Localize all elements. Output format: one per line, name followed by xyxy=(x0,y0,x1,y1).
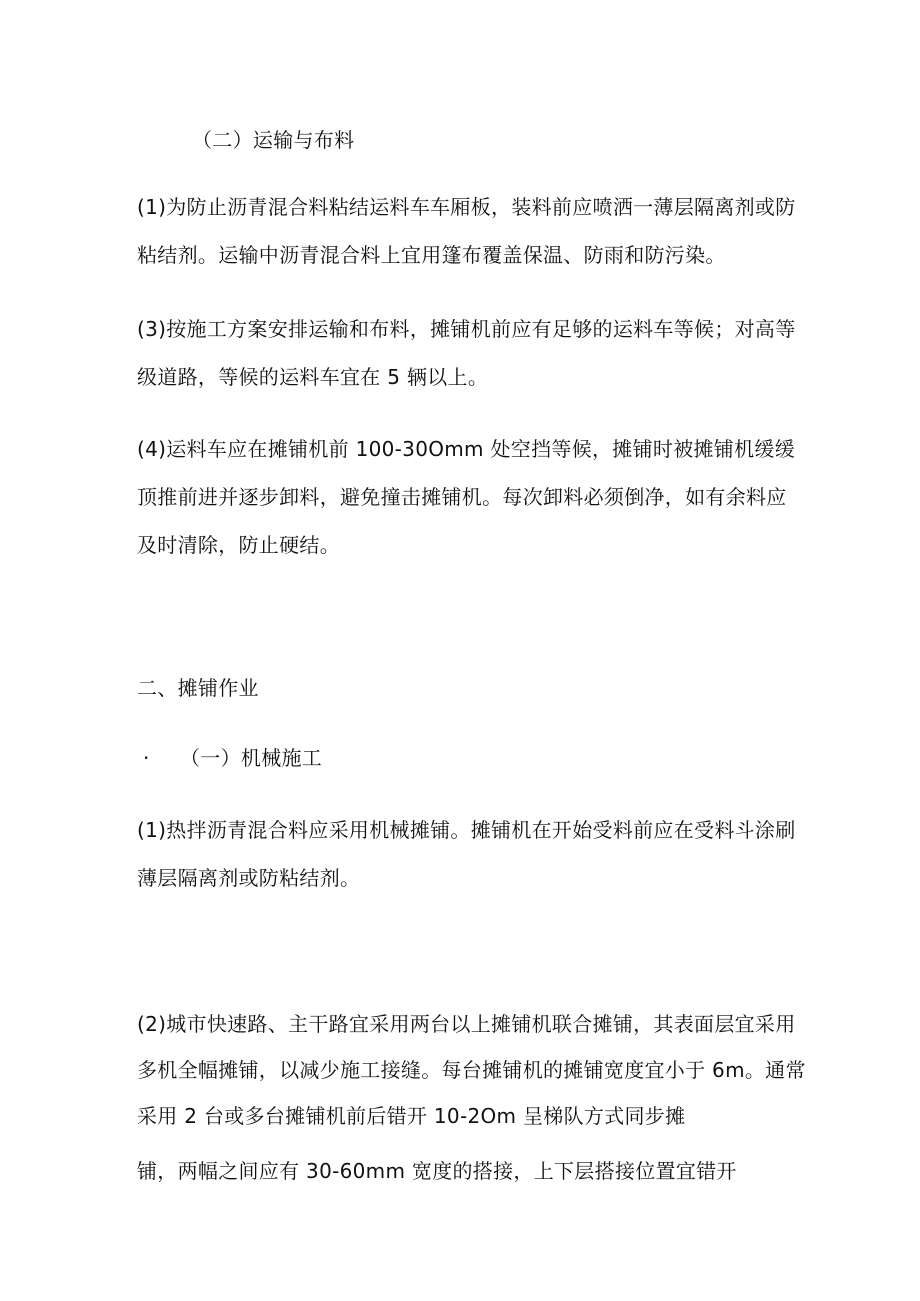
paragraph-line: (3)按施工方案安排运输和布料，摊铺机前应有足够的运料车等候；对高等 xyxy=(137,317,796,341)
paragraph-line: 级道路，等候的运料车宜在 5 辆以上。 xyxy=(137,365,489,389)
paragraph-line: (1)热拌沥青混合料应采用机械摊铺。摊铺机在开始受料前应在受料斗涂刷 xyxy=(137,818,796,842)
bullet-dot: · xyxy=(143,746,150,770)
paragraph-line: 及时清除，防止硬结。 xyxy=(137,533,340,557)
paragraph-line: 薄层隔离剂或防粘结剂。 xyxy=(137,866,361,890)
paragraph-line: (4)运料车应在摊铺机前 100-30Omm 处空挡等候，摊铺时被摊铺机缓缓 xyxy=(137,437,795,461)
paragraph-line: (1)为防止沥青混合料粘结运料车车厢板，装料前应喷洒一薄层隔离剂或防 xyxy=(137,195,796,219)
section-heading-paving: 二、摊铺作业 xyxy=(137,676,259,700)
paragraph-line: 粘结剂。运输中沥青混合料上宜用篷布覆盖保温、防雨和防污染。 xyxy=(137,243,726,267)
paragraph-line: 采用 2 台或多台摊铺机前后错开 10-2Om 呈梯队方式同步摊 xyxy=(137,1104,686,1128)
subheading-mechanical: （一）机械施工 xyxy=(180,746,323,770)
paragraph-line: 多机全幅摊铺，以减少施工接缝。每台摊铺机的摊铺宽度宜小于 6m。通常 xyxy=(137,1058,806,1082)
section-heading-transport: （二）运输与布料 xyxy=(192,128,355,152)
paragraph-line: 顶推前进并逐步卸料，避免撞击摊铺机。每次卸料必须倒净，如有余料应 xyxy=(137,485,787,509)
paragraph-line: (2)城市快速路、主干路宜采用两台以上摊铺机联合摊铺，其表面层宜采用 xyxy=(137,1012,796,1036)
paragraph-line: 铺，两幅之间应有 30-60mm 宽度的搭接，上下层搭接位置宜错开 xyxy=(137,1159,737,1183)
